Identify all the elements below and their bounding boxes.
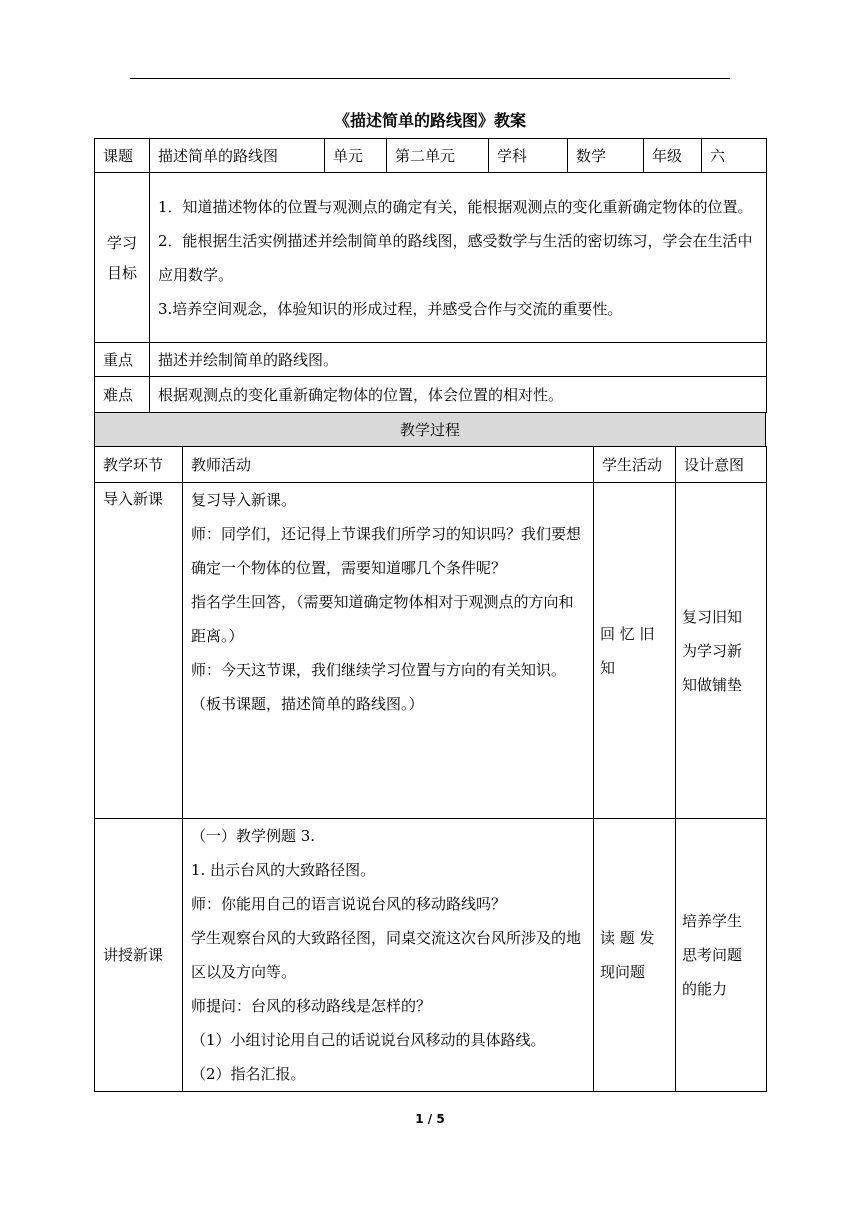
student-line: 读 题 发 [600,929,655,947]
header-intent: 设计意图 [676,447,767,483]
grade-value: 六 [702,139,767,173]
lesson-info-table [94,138,767,413]
teacher-line: （一）教学例题 3. [191,827,316,845]
objectives-label-line: 目标 [106,263,137,282]
intent-line: 培养学生 [682,912,743,930]
process-header-row [95,447,767,483]
student-line: 知 [600,658,616,677]
teaching-process-table [94,446,767,1092]
topic-label: 课题 [95,139,150,173]
teacher-line: 师提问：台风的移动路线是怎样的？ [191,997,432,1015]
unit-label: 单元 [325,139,387,173]
objective-item: 2．能根据生活实例描述并绘制简单的路线图，感受数学与生活的密切练习，学会在生活中应用数学。 [158,231,753,284]
intent-line: 的能力 [682,980,728,998]
subject-value: 数学 [568,139,644,173]
intent-line: 思考问题 [682,946,743,964]
process-title-table [94,412,766,447]
student-line: 回 忆 旧 [600,624,655,643]
difficulty-row [95,377,767,413]
difficulty-label: 难点 [95,377,150,413]
teacher-line: （2）指名汇报。 [191,1065,306,1083]
teacher-line: 1. 出示台风的大致路径图。 [191,861,376,879]
student-activity [594,819,676,1092]
objective-item: 3.培养空间观念，体验知识的形成过程，并感受合作与交流的重要性。 [158,299,623,318]
header-student: 学生活动 [594,447,676,483]
key-point-row [95,343,767,377]
intent-line: 复习旧知 [682,607,743,626]
teacher-line: 师：同学们，还记得上节课我们所学习的知识吗？我们要想确定一个物体的位置，需要知道哪几个条件呢？ [191,525,582,577]
objective-item: 1．知道描述物体的位置与观测点的确定有关，能根据观测点的变化重新确定物体的位置。 [158,197,753,216]
design-intent [676,483,767,819]
header-teacher: 教师活动 [183,447,594,483]
key-point-label: 重点 [95,343,150,377]
objectives-label [95,173,150,343]
objectives-content [150,173,767,343]
intent-line: 知做铺垫 [682,675,743,694]
grade-label: 年级 [644,139,702,173]
objectives-label-line: 学习 [106,233,137,252]
process-title: 教学过程 [95,413,766,447]
info-row [95,139,767,173]
student-activity [594,483,676,819]
student-line: 现问题 [600,963,646,981]
header-stage: 教学环节 [95,447,183,483]
stage-name: 导入新课 [95,483,183,819]
objectives-row [95,173,767,343]
teacher-line: 指名学生回答，（需要知道确定物体相对于观测点的方向和距离。） [191,593,574,645]
stage-row [95,819,767,1092]
teacher-activity [183,483,594,819]
intent-line: 为学习新 [682,641,743,660]
design-intent [676,819,767,1092]
topic-value: 描述简单的路线图 [150,139,325,173]
teacher-line: （1）小组讨论用自己的话说说台风移动的具体路线。 [191,1031,546,1049]
stage-row [95,483,767,819]
difficulty-value: 根据观测点的变化重新确定物体的位置，体会位置的相对性。 [150,377,767,413]
document-title: 《描述简单的路线图》教案 [333,111,526,130]
teacher-line: 师：你能用自己的语言说说台风的移动路线吗？ [191,895,507,913]
unit-value: 第二单元 [387,139,489,173]
teacher-activity [183,819,594,1092]
key-point-value: 描述并绘制简单的路线图。 [150,343,767,377]
teacher-line: 师：今天这节课，我们继续学习位置与方向的有关知识。 [191,661,567,679]
teacher-line: 学生观察台风的大致路径图，同桌交流这次台风所涉及的地区以及方向等。 [191,929,582,981]
stage-name: 讲授新课 [95,819,183,1092]
header-rule [130,78,730,79]
teacher-line: （板书课题，描述简单的路线图。） [191,695,424,713]
page-number: 1 / 5 [415,1112,445,1126]
subject-label: 学科 [489,139,568,173]
teacher-line: 复习导入新课。 [191,491,297,509]
